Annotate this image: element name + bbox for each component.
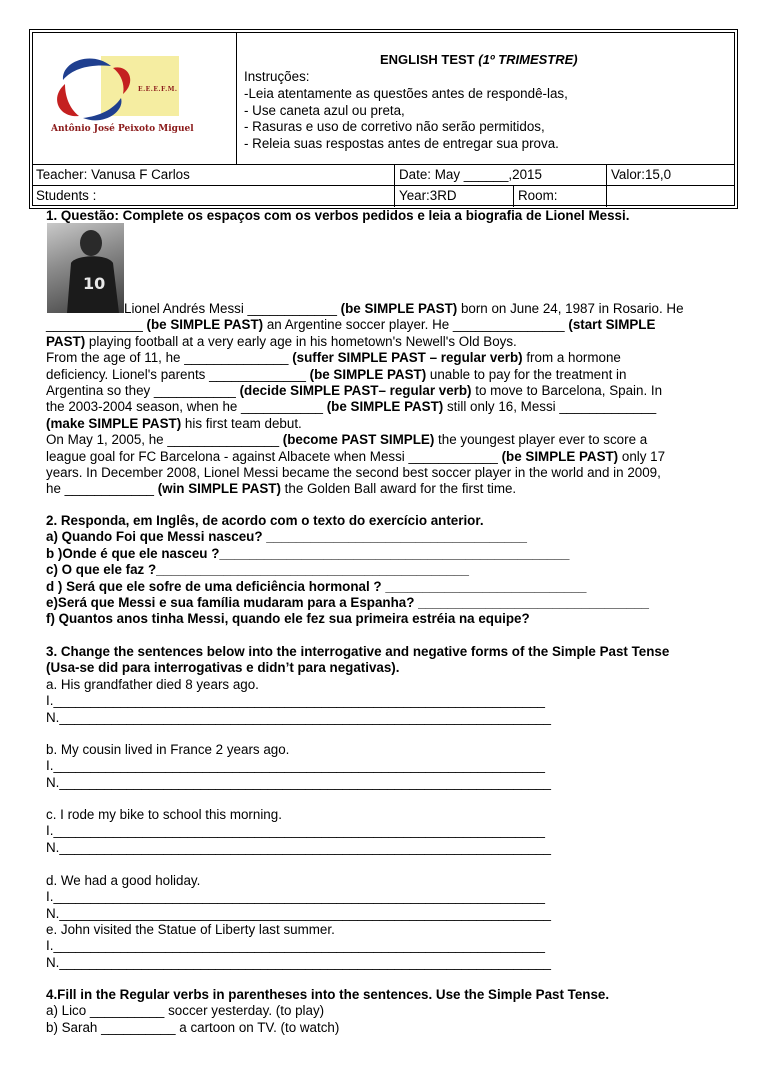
interrogative-answer-line[interactable]: I.__________________________________________________________________ <box>46 938 545 954</box>
verb-hint: (win SIMPLE PAST) <box>157 481 281 497</box>
q4-title: 4.Fill in the Regular verbs in parentheses into the sentences. Use the Simple Past Tense. <box>46 987 610 1002</box>
q1-text-segment: the youngest player ever to score a <box>434 432 648 448</box>
q1-text-line <box>46 432 726 448</box>
q4-item[interactable]: a) Lico __________ soccer yesterday. (to play) <box>46 1003 325 1019</box>
q2-item[interactable]: d ) Será que ele sofre de uma deficiência hormonal ? ___________________________ <box>46 578 587 594</box>
interrogative-answer-line[interactable]: I.__________________________________________________________________ <box>46 889 545 905</box>
row-line-1 <box>32 164 735 165</box>
q1-text-line <box>46 481 726 497</box>
verb-hint: (be SIMPLE PAST) <box>340 301 458 316</box>
students-field[interactable]: Students : <box>36 188 97 203</box>
teacher-field: Teacher: Vanusa F Carlos <box>36 167 190 182</box>
q1-text-segment: to move to Barcelona, Spain. In <box>471 383 663 399</box>
q1-text-segment: born on June 24, 1987 in Rosario. He <box>457 301 684 316</box>
q1-text-segment: the Golden Ball award for the first time. <box>280 481 517 497</box>
q2-item[interactable]: e)Será que Messi e sua família mudaram para a Espanha? _______________________________ <box>46 595 649 611</box>
negative-answer-line[interactable]: N.__________________________________________________________________ <box>46 774 551 790</box>
q1-text-segment: deficiency. Lionel's parents _____________ <box>46 366 310 382</box>
verb-hint: (start SIMPLE <box>568 317 656 333</box>
interrogative-answer-line[interactable]: I.__________________________________________________________________ <box>46 823 545 839</box>
q1-text-segment: he ____________ <box>46 481 158 497</box>
q1-text-line <box>46 399 726 415</box>
room-field[interactable]: Room: <box>518 188 558 203</box>
instruction-item: - Rasuras e uso de corretivo não serão permitidos, <box>244 119 545 135</box>
negative-answer-line[interactable]: N.__________________________________________________________________ <box>46 905 551 921</box>
q3-title-line2: (Usa-se did para interrogativas e didn’t para negativas). <box>46 660 400 676</box>
q1-text-line <box>46 449 726 465</box>
verb-hint: (decide SIMPLE PAST– regular verb) <box>239 383 472 399</box>
test-title-text: ENGLISH TEST <box>380 52 475 67</box>
q1-text-segment: the 2003-2004 season, when he ___________ <box>46 399 327 415</box>
verb-hint: (be SIMPLE PAST) <box>501 448 619 464</box>
q1-text-line <box>46 350 726 366</box>
instructions-label: Instruções: <box>244 69 310 84</box>
header-divider <box>236 32 237 164</box>
instruction-item: - Use caneta azul ou preta, <box>244 102 405 118</box>
q3-item-e <box>46 922 726 971</box>
q1-text-segment: playing football at a very early age in his hometown's Newell's Old Boys. <box>85 333 517 349</box>
instructions <box>244 69 568 153</box>
q1-text-line <box>46 301 726 317</box>
q1-text-segment: On May 1, 2005, he _______________ <box>46 432 283 448</box>
negative-answer-line[interactable]: N.__________________________________________________________________ <box>46 954 551 970</box>
q2-item[interactable]: f) Quantos anos tinha Messi, quando ele fez sua primeira estréia na equipe? <box>46 611 530 627</box>
q3-item-a <box>46 677 726 726</box>
q1-body <box>46 301 726 498</box>
verb-hint: (make SIMPLE PAST) <box>46 415 182 431</box>
q3-title <box>46 644 726 677</box>
q1-text-segment: only 17 <box>618 448 666 464</box>
q2-section <box>46 513 726 628</box>
q1-text-segment: his first team debut. <box>181 415 302 431</box>
negative-answer-line[interactable]: N.__________________________________________________________________ <box>46 839 551 855</box>
interrogative-answer-line[interactable]: I.__________________________________________________________________ <box>46 758 545 774</box>
q1-text-line <box>46 367 726 383</box>
q1-text-line <box>46 334 726 350</box>
school-logo <box>51 54 194 140</box>
q1-text-segment: From the age of 11, he ______________ <box>46 350 293 366</box>
q1-text-line <box>46 317 726 333</box>
q1-text-segment: from a hormone <box>522 350 621 366</box>
q1-text-line <box>46 383 726 399</box>
col-line-1 <box>394 164 395 207</box>
q2-item[interactable]: b )Onde é que ele nasceu ?_______________________________________________ <box>46 545 570 561</box>
verb-hint: (suffer SIMPLE PAST – regular verb) <box>292 350 523 366</box>
q4-section <box>46 987 726 1036</box>
q3-sentence: d. We had a good holiday. <box>46 873 201 888</box>
verb-hint: (become PAST SIMPLE) <box>282 432 435 448</box>
q3-item-b <box>46 742 726 791</box>
verb-hint: (be SIMPLE PAST) <box>146 317 264 333</box>
q4-item[interactable]: b) Sarah __________ a cartoon on TV. (to watch) <box>46 1019 340 1035</box>
q1-text-segment: still only 16, Messi _____________ <box>443 399 657 415</box>
q1-text-segment: an Argentine soccer player. He _______________ <box>263 317 569 333</box>
q3-sentence: b. My cousin lived in France 2 years ago. <box>46 742 290 757</box>
instruction-item: -Leia atentamente as questões antes de respondê-las, <box>244 85 568 101</box>
q2-item[interactable]: a) Quando Foi que Messi nasceu? ___________________________________ <box>46 529 527 545</box>
q1-title: 1. Questão: Complete os espaços com os verbos pedidos e leia a biografia de Lionel Messi. <box>46 208 630 223</box>
messi-photo <box>47 223 124 313</box>
q1-text-line <box>46 416 726 432</box>
instruction-item: - Releia suas respostas antes de entregar sua prova. <box>244 136 559 152</box>
logo-small-text: E.E.E.F.M. <box>138 86 178 93</box>
date-field[interactable]: Date: May ______,2015 <box>399 167 542 182</box>
row-line-2 <box>32 185 735 186</box>
q2-item[interactable]: c) O que ele faz ?__________________________________________ <box>46 562 469 578</box>
player-silhouette-icon <box>47 223 124 313</box>
verb-hint: PAST) <box>46 333 86 349</box>
svg-text:10: 10 <box>83 274 106 293</box>
q3-sentence: a. His grandfather died 8 years ago. <box>46 677 259 692</box>
q3-sentence: e. John visited the Statue of Liberty last summer. <box>46 922 335 937</box>
year-field: Year:3RD <box>399 188 457 203</box>
q1-text-segment: Lionel Andrés Messi ____________ <box>124 301 341 316</box>
logo-school-name: Antônio José Peixoto Miguel <box>51 124 194 134</box>
q1-text-segment: Argentina so they ___________ <box>46 383 240 399</box>
q1-text-line <box>46 465 726 481</box>
test-title-suffix: (1º TRIMESTRE) <box>478 52 578 67</box>
q1-text-segment: _____________ <box>46 317 147 333</box>
q3-title-line1: 3. Change the sentences below into the interrogative and negative forms of the Simple Past Tense <box>46 644 670 659</box>
interrogative-answer-line[interactable]: I.__________________________________________________________________ <box>46 693 545 709</box>
negative-answer-line[interactable]: N.__________________________________________________________________ <box>46 709 551 725</box>
q3-item-c <box>46 807 726 856</box>
q1-text-segment: unable to pay for the treatment in <box>426 366 627 382</box>
valor-field: Valor:15,0 <box>611 167 672 182</box>
col-line-2 <box>513 185 514 207</box>
q1-text-segment: years. In December 2008, Lionel Messi became the second best soccer player in the world and in 2009, <box>46 465 661 481</box>
q1-text-segment: league goal for FC Barcelona - against Albacete when Messi ____________ <box>46 448 502 464</box>
verb-hint: (be SIMPLE PAST) <box>309 366 427 382</box>
test-title <box>380 52 578 68</box>
verb-hint: (be SIMPLE PAST) <box>326 399 444 415</box>
col-line-3 <box>606 164 607 207</box>
q3-item-d <box>46 873 726 922</box>
q2-title: 2. Responda, em Inglês, de acordo com o texto do exercício anterior. <box>46 513 484 528</box>
q3-sentence: c. I rode my bike to school this morning. <box>46 807 282 822</box>
